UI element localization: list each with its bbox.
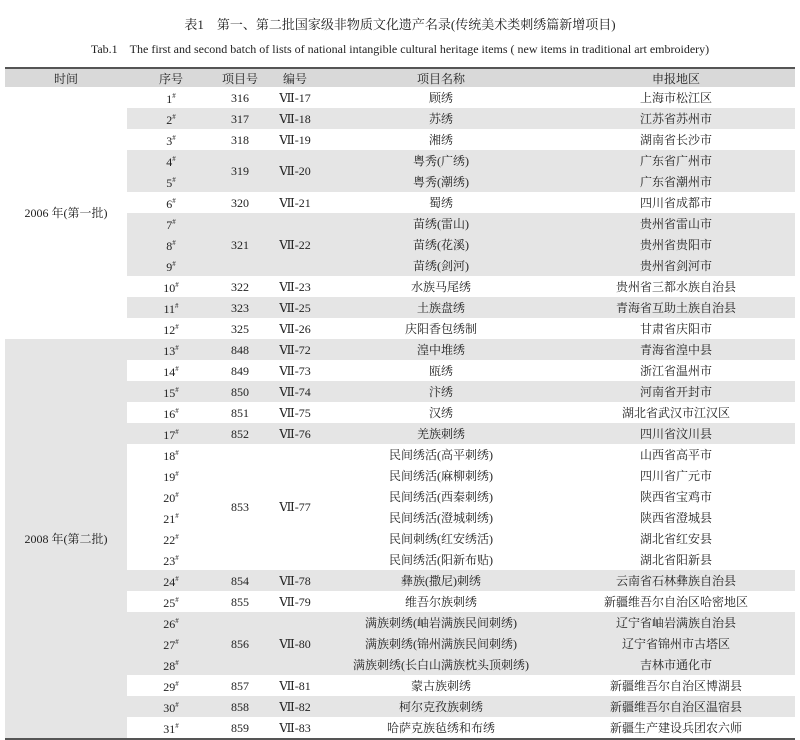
serial-number-value: 4 (166, 155, 173, 169)
project-name: 水族马尾绣 (410, 279, 471, 294)
serial-number (127, 549, 215, 570)
serial-number (127, 570, 215, 591)
serial-number (127, 633, 215, 654)
region: 湖南省长沙市 (639, 132, 712, 147)
serial-suffix: # (175, 449, 179, 457)
serial-suffix: # (172, 155, 176, 163)
serial-number (127, 108, 215, 129)
serial-number (127, 402, 215, 423)
serial-number (127, 717, 215, 739)
serial-suffix: # (175, 386, 179, 394)
serial-number-value: 17 (163, 428, 176, 442)
serial-number (127, 360, 215, 381)
region: 吉林市通化市 (557, 654, 795, 675)
project-code: Ⅶ-80 (265, 612, 325, 675)
table-caption-chinese: 表1 第一、第二批国家级非物质文化遗产名录(传统美术类刺绣篇新增项目) (184, 17, 616, 32)
header-time: 时间 (53, 71, 78, 86)
serial-suffix: # (175, 407, 179, 415)
serial-number (127, 255, 215, 276)
serial-number (127, 591, 215, 612)
serial-number (127, 675, 215, 696)
region: 辽宁省岫岩满族自治县 (557, 612, 795, 633)
region: 河南省开封市 (557, 381, 795, 402)
serial-number-value: 25 (163, 596, 176, 610)
project-id: 317 (215, 108, 265, 129)
project-code: Ⅶ-76 (265, 423, 325, 444)
serial-number-value: 12 (163, 323, 176, 337)
serial-number (127, 507, 215, 528)
serial-number-value: 23 (163, 554, 176, 568)
project-id: 319 (215, 150, 265, 192)
project-code: Ⅶ-82 (265, 696, 325, 717)
region: 浙江省温州市 (639, 363, 712, 378)
project-name: 蒙古族刺绣 (410, 678, 471, 693)
serial-number (127, 171, 215, 192)
serial-suffix: # (175, 533, 179, 541)
project-name: 满族刺绣(锦州满族民间刺绣) (325, 633, 557, 654)
region: 江苏省苏州市 (557, 108, 795, 129)
serial-number-value: 22 (163, 533, 176, 547)
project-id: 321 (215, 213, 265, 276)
project-id: 858 (215, 696, 265, 717)
serial-number-value: 14 (163, 365, 176, 379)
project-id: 323 (215, 297, 265, 318)
project-id: 320 (231, 195, 249, 210)
project-name: 民间绣活(澄城刺绣) (389, 510, 493, 525)
serial-number (127, 423, 215, 444)
region: 上海市松江区 (639, 90, 712, 105)
region: 新疆维吾尔自治区博湖县 (609, 678, 742, 693)
project-code: Ⅶ-77 (279, 500, 311, 514)
project-name: 汉绣 (428, 405, 453, 420)
serial-number-value: 6 (166, 197, 173, 211)
project-code: Ⅶ-22 (265, 213, 325, 276)
project-code: Ⅶ-21 (279, 195, 311, 210)
project-id: 857 (231, 678, 249, 693)
project-id: 852 (215, 423, 265, 444)
serial-number (127, 339, 215, 360)
serial-suffix: # (175, 281, 179, 289)
project-name: 粤秀(广绣) (325, 150, 557, 171)
project-name: 苗绣(雷山) (325, 213, 557, 234)
serial-number-value: 27 (163, 638, 176, 652)
region: 新疆维吾尔自治区哈密地区 (603, 594, 748, 609)
project-code: Ⅶ-18 (265, 108, 325, 129)
region: 山西省高平市 (639, 447, 712, 462)
project-name: 湟中堆绣 (325, 339, 557, 360)
project-code: Ⅶ-25 (265, 297, 325, 318)
project-code: Ⅶ-26 (279, 321, 311, 336)
project-name: 羌族刺绣 (325, 423, 557, 444)
project-id: 316 (231, 90, 249, 105)
project-name: 苗绣(剑河) (325, 255, 557, 276)
project-code: Ⅶ-74 (265, 381, 325, 402)
project-name: 庆阳香包绣制 (404, 321, 477, 336)
table-row (5, 87, 795, 108)
serial-number (127, 87, 215, 108)
serial-suffix: # (172, 113, 176, 121)
project-name: 哈萨克族毡绣和布绣 (325, 717, 557, 739)
serial-suffix: # (175, 680, 179, 688)
project-code: Ⅶ-75 (279, 405, 311, 420)
serial-suffix: # (175, 470, 179, 478)
serial-number-value: 3 (166, 134, 173, 148)
project-name: 土族盘绣 (325, 297, 557, 318)
serial-suffix: # (175, 575, 179, 583)
header-region: 申报地区 (651, 71, 700, 86)
project-name: 苏绣 (325, 108, 557, 129)
serial-number-value: 5 (166, 176, 173, 190)
project-name: 民间绣活(高平刺绣) (389, 447, 493, 462)
serial-number (127, 696, 215, 717)
serial-suffix: # (172, 239, 176, 247)
project-name: 满族刺绣(岫岩满族民间刺绣) (325, 612, 557, 633)
serial-number-value: 30 (163, 701, 176, 715)
serial-number (127, 213, 215, 234)
serial-suffix: # (175, 323, 179, 331)
region: 贵州省剑河市 (557, 255, 795, 276)
project-name: 维吾尔族刺绣 (404, 594, 477, 609)
serial-number-value: 28 (163, 659, 176, 673)
project-id: 853 (231, 500, 249, 514)
project-id: 855 (231, 594, 249, 609)
project-id: 851 (231, 405, 249, 420)
project-name: 满族刺绣(长白山满族枕头顶刺绣) (325, 654, 557, 675)
project-name: 湘绣 (428, 132, 453, 147)
serial-number-value: 31 (163, 722, 176, 736)
project-name: 民间绣活(西秦刺绣) (389, 489, 493, 504)
region: 湖北省红安县 (639, 531, 712, 546)
header-serial: 序号 (158, 71, 183, 86)
serial-suffix: # (175, 365, 179, 373)
region: 甘肃省庆阳市 (639, 321, 712, 336)
table-caption-english: Tab.1 The first and second batch of lists of national intangible cultural heritage items ( new items in traditional art embroidery) (90, 42, 710, 56)
serial-suffix: # (175, 638, 179, 646)
serial-number (127, 528, 215, 549)
serial-number-value: 11 (163, 302, 176, 316)
serial-number (127, 654, 215, 675)
project-code: Ⅶ-72 (265, 339, 325, 360)
project-id: 848 (215, 339, 265, 360)
header-project-name: 项目名称 (416, 71, 465, 86)
project-id: 856 (215, 612, 265, 675)
region: 陕西省宝鸡市 (639, 489, 712, 504)
region: 四川省广元市 (639, 468, 712, 483)
serial-number-value: 20 (163, 491, 176, 505)
project-code: Ⅶ-78 (265, 570, 325, 591)
region: 陕西省澄城县 (639, 510, 712, 525)
serial-number-value: 24 (163, 575, 176, 589)
project-name: 顾绣 (428, 90, 453, 105)
serial-number-value: 19 (163, 470, 176, 484)
project-name: 民间绣活(麻柳刺绣) (389, 468, 493, 483)
header-code: 编号 (282, 71, 307, 86)
batch-time-cell: 2006 年(第一批) (5, 87, 127, 339)
project-id: 318 (231, 132, 249, 147)
serial-number-value: 26 (163, 617, 176, 631)
serial-number-value: 7 (166, 218, 173, 232)
project-id: 850 (215, 381, 265, 402)
region: 广东省广州市 (557, 150, 795, 171)
region: 新疆生产建设兵团农六师 (557, 717, 795, 739)
project-id: 859 (215, 717, 265, 739)
serial-suffix: # (175, 512, 179, 520)
project-code: Ⅶ-79 (279, 594, 311, 609)
project-code: Ⅶ-17 (279, 90, 311, 105)
project-name: 蜀绣 (428, 195, 453, 210)
project-name: 彝族(撒尼)刺绣 (325, 570, 557, 591)
project-code: Ⅶ-81 (279, 678, 311, 693)
region: 贵州省贵阳市 (557, 234, 795, 255)
region: 贵州省雷山市 (557, 213, 795, 234)
heritage-table (5, 67, 795, 740)
serial-number-value: 21 (163, 512, 176, 526)
project-code: Ⅶ-73 (279, 363, 311, 378)
serial-suffix: # (172, 260, 176, 268)
serial-suffix: # (175, 428, 179, 436)
table-header-row (5, 68, 795, 87)
serial-number (127, 465, 215, 486)
region: 辽宁省锦州市古塔区 (557, 633, 795, 654)
serial-number-value: 1 (166, 92, 173, 106)
region: 四川省汶川县 (557, 423, 795, 444)
serial-number-value: 2 (166, 113, 173, 127)
project-name: 民间绣活(阳新布贴) (389, 552, 493, 567)
region: 四川省成都市 (639, 195, 712, 210)
region: 云南省石林彝族自治县 (557, 570, 795, 591)
region: 湖北省武汉市江汉区 (621, 405, 730, 420)
project-name: 苗绣(花溪) (325, 234, 557, 255)
project-name: 民间刺绣(红安绣活) (389, 531, 493, 546)
serial-number (127, 381, 215, 402)
serial-number (127, 318, 215, 339)
serial-suffix: # (175, 701, 179, 709)
serial-number (127, 129, 215, 150)
serial-suffix: # (175, 596, 179, 604)
serial-suffix: # (175, 491, 179, 499)
serial-number (127, 276, 215, 297)
serial-number (127, 234, 215, 255)
serial-suffix: # (175, 554, 179, 562)
serial-suffix: # (172, 197, 176, 205)
region: 青海省互助土族自治县 (557, 297, 795, 318)
serial-number (127, 150, 215, 171)
region: 湖北省阳新县 (639, 552, 712, 567)
project-id: 325 (231, 321, 249, 336)
project-code: Ⅶ-23 (279, 279, 311, 294)
header-project-id: 项目号 (221, 71, 258, 86)
serial-number (127, 612, 215, 633)
project-code: Ⅶ-83 (265, 717, 325, 739)
serial-suffix: # (175, 302, 179, 310)
serial-suffix: # (175, 722, 179, 730)
serial-number-value: 15 (163, 386, 176, 400)
table-body (5, 87, 795, 739)
project-name: 粤秀(潮绣) (325, 171, 557, 192)
serial-suffix: # (175, 344, 179, 352)
serial-suffix: # (172, 218, 176, 226)
serial-number-value: 9 (166, 260, 173, 274)
region: 广东省潮州市 (557, 171, 795, 192)
region: 新疆维吾尔自治区温宿县 (557, 696, 795, 717)
serial-number-value: 18 (163, 449, 176, 463)
serial-number-value: 10 (163, 281, 176, 295)
serial-suffix: # (175, 617, 179, 625)
batch-time-cell: 2008 年(第二批) (5, 339, 127, 739)
serial-suffix: # (172, 92, 176, 100)
serial-number-value: 8 (166, 239, 173, 253)
serial-number-value: 29 (163, 680, 176, 694)
project-name: 瓯绣 (428, 363, 453, 378)
project-id: 322 (231, 279, 249, 294)
serial-suffix: # (172, 134, 176, 142)
region: 青海省湟中县 (557, 339, 795, 360)
project-id: 854 (215, 570, 265, 591)
serial-number (127, 486, 215, 507)
region: 贵州省三都水族自治县 (615, 279, 736, 294)
project-id: 849 (231, 363, 249, 378)
serial-suffix: # (175, 659, 179, 667)
project-code: Ⅶ-19 (279, 132, 311, 147)
serial-number-value: 13 (163, 344, 176, 358)
serial-number (127, 444, 215, 465)
serial-number-value: 16 (163, 407, 176, 421)
serial-number (127, 297, 215, 318)
project-code: Ⅶ-20 (265, 150, 325, 192)
serial-suffix: # (172, 176, 176, 184)
project-name: 柯尔克孜族刺绣 (325, 696, 557, 717)
serial-number (127, 192, 215, 213)
table-row (5, 339, 795, 360)
project-name: 汴绣 (325, 381, 557, 402)
